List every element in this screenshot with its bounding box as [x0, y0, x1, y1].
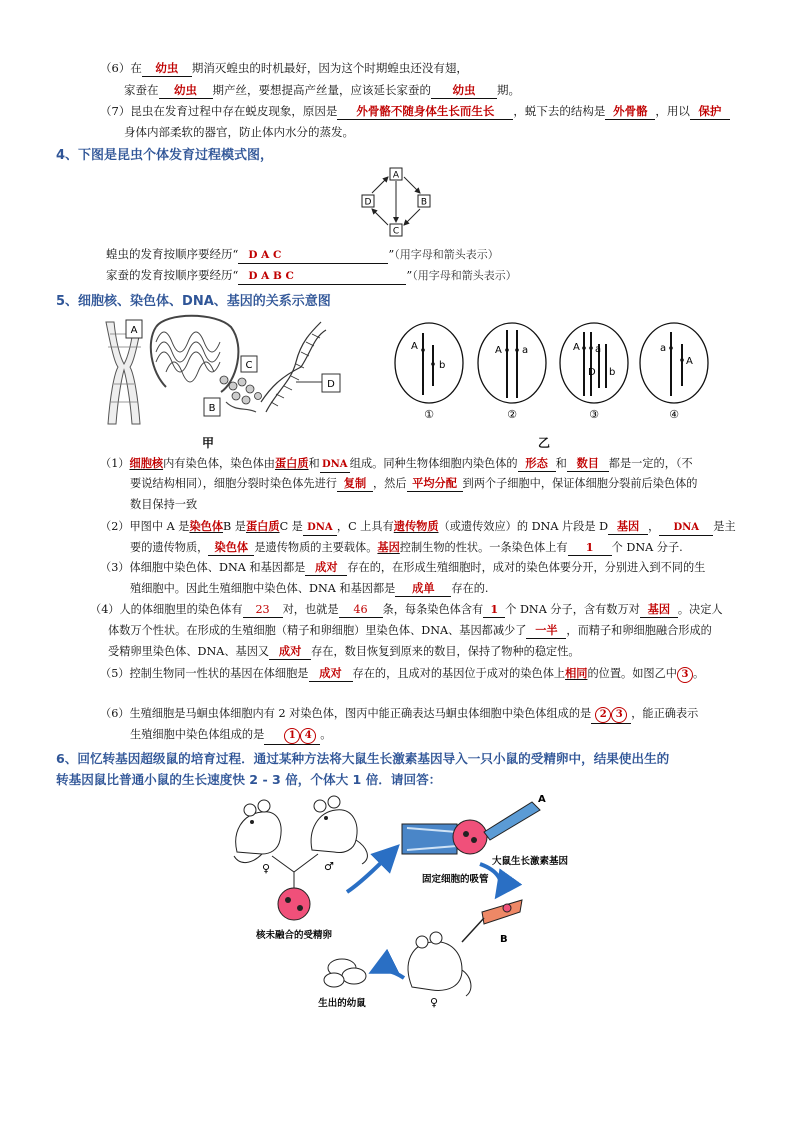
answer-blank[interactable]: 复制	[337, 476, 373, 492]
label-c: C	[245, 360, 253, 371]
arrow-b-c	[404, 209, 420, 225]
svg-text:D: D	[588, 367, 596, 378]
label-d: D	[327, 379, 335, 390]
cell-2-number: ②	[507, 408, 517, 421]
q3-line7b: 身体内部柔软的器官，防止体内水分的蒸发。	[124, 125, 354, 139]
cell-chromosome-figure	[392, 320, 692, 420]
q5-p4-line1: （4）人的体细胞里的染色体有 23 对，也就是 46 条，每条染色体含有 1 个 DNA 分子，含有数万对 基因 。决定人	[90, 602, 723, 616]
answer-blank[interactable]: 外骨骼	[605, 104, 655, 120]
svg-text:a: a	[660, 343, 667, 354]
cross-lines	[272, 854, 318, 890]
answer-blank[interactable]: 成对	[305, 560, 347, 576]
answer[interactable]: 蛋白质	[274, 456, 309, 470]
cell-4-number: ④	[669, 408, 679, 421]
node-c-label: C	[392, 226, 400, 237]
figure-yi-caption: 乙	[538, 436, 551, 450]
answer-blank[interactable]: 幼虫	[142, 61, 192, 77]
label-a: A	[538, 794, 546, 805]
female-symbol-2: ♀	[430, 996, 439, 1009]
holding-pipette	[402, 824, 457, 854]
dna-strand	[226, 402, 256, 412]
gene-label: 大鼠生长激素基因	[492, 856, 569, 867]
arrow-to-pups	[372, 970, 404, 978]
svg-text:A: A	[686, 356, 693, 367]
answer-blank[interactable]: 2 3	[591, 706, 631, 724]
answer[interactable]: 细胞核	[129, 456, 164, 470]
female-symbol: ♀	[262, 862, 271, 875]
svg-text:A: A	[495, 345, 502, 356]
label-a: A	[130, 325, 138, 336]
surrogate-mouse	[408, 932, 471, 996]
answer-blank[interactable]: 46	[339, 602, 383, 618]
fertilized-egg	[278, 888, 310, 920]
answer-blank[interactable]: 形态	[518, 456, 556, 472]
answer-blank[interactable]: 数目	[567, 456, 609, 472]
answer-blank[interactable]: 染色体	[208, 540, 254, 556]
answer-blank[interactable]: 外骨骼不随身体生长而生长	[337, 104, 513, 120]
q3-line6a: （6）在 幼虫 期消灭蝗虫的时机最好，因为这个时期蝗虫还没有翅，	[100, 61, 468, 75]
svg-text:b: b	[609, 367, 616, 378]
parent-mouse-right	[311, 796, 367, 864]
q5-p3-line1: （3）体细胞中染色体、DNA 和基因都是 成对 存在的，在形成生殖细胞时，成对的染色体要分开，分别进入到不同的生	[100, 560, 706, 574]
arrow-c-d	[372, 209, 388, 225]
q3-line7a: （7）昆虫在发育过程中存在蜕皮现象，原因是 外骨骼不随身体生长而生长 ，蜕下去的结构是 外骨骼 ，用以 保护	[100, 103, 730, 120]
arrow-a-b	[404, 177, 420, 193]
answer-blank[interactable]: D A B C	[238, 269, 406, 285]
needle-tip	[462, 918, 484, 942]
injection-needle	[484, 802, 540, 840]
answer-blank[interactable]: 保护	[690, 104, 730, 120]
cell-1	[395, 323, 463, 421]
q5-p3-line2: 殖细胞中。因此生殖细胞中染色体、DNA 和基因都是 成单 存在的.	[130, 581, 489, 595]
answer[interactable]: 相同	[565, 666, 588, 680]
q5-p5-line1: （5）控制生物同一性状的基因在体细胞是 成对 存在的，且成对的基因位于成对的染色体上相同的位置。如图乙中 3 。	[100, 665, 704, 683]
cell-3	[560, 323, 628, 421]
cell-3-number: ③	[589, 408, 599, 421]
cell-2	[478, 323, 546, 421]
answer-blank[interactable]: DNA	[659, 520, 713, 536]
answer-blank[interactable]: 平均分配	[407, 476, 463, 492]
q5-heading: 5、细胞核、染色体、DNA、基因的关系示意图	[56, 294, 331, 309]
answer-blank[interactable]: DNA	[303, 520, 337, 536]
answer-blank[interactable]: D A C	[238, 248, 388, 264]
arrow-to-injection	[347, 847, 397, 892]
chromosome-dna-figure	[96, 312, 366, 432]
q5-p6-line1: （6）生殖细胞是马蛔虫体细胞内有 2 对染色体，图丙中能正确表达马蛔虫体细胞中染色体组成的是 2 3 ，能正确表示	[100, 706, 698, 724]
egg-label: 核未融合的受精卵	[255, 930, 333, 941]
figure-jia-caption: 甲	[202, 436, 215, 450]
answer-blank[interactable]: 一半	[526, 623, 566, 639]
answer[interactable]: 基因	[377, 540, 400, 554]
q5-p6-line2: 生殖细胞中染色体组成的是 1 4 。	[130, 727, 331, 745]
answer-blank[interactable]: 1	[483, 602, 505, 618]
answer-blank[interactable]: 23	[243, 602, 283, 618]
q5-p4-line3: 受精卵里染色体、DNA、基因又 成对 存在，数目恢复到原来的数目，保持了物种的稳定性。	[108, 644, 580, 658]
q4-locust-line: 蝗虫的发育按顺序要经历“ D A C ”（用字母和箭头表示）	[106, 246, 499, 264]
answer[interactable]: 遗传物质	[393, 519, 439, 533]
transfer-tube	[482, 900, 522, 924]
node-d-label: D	[364, 197, 372, 208]
nucleosome-beads	[220, 376, 262, 404]
cell-4	[640, 323, 708, 421]
node-b-label: B	[420, 197, 428, 208]
q5-p1-line2: 要说结构相同），细胞分裂时染色体先进行 复制 ，然后 平均分配 到两个子细胞中，保证体细胞分裂前后染色体的	[130, 476, 698, 490]
answer-blank[interactable]: 幼虫	[159, 83, 213, 99]
q4-heading: 4、下图是昆虫个体发育过程模式图，	[56, 148, 274, 163]
answer-blank[interactable]: 基因	[608, 519, 648, 535]
answer-blank[interactable]: 1 4	[264, 727, 320, 745]
answer-blank[interactable]: 基因	[640, 602, 678, 618]
label-b: B	[500, 934, 508, 945]
answer[interactable]: 染色体	[189, 519, 224, 533]
svg-text:a: a	[595, 344, 602, 355]
answer-blank[interactable]: 幼虫	[431, 83, 497, 99]
q4-silkworm-line: 家蚕的发育按顺序要经历“ D A B C ”（用字母和箭头表示）	[106, 267, 517, 285]
answer-blank[interactable]: 成对	[309, 666, 353, 682]
answer[interactable]: 蛋白质	[245, 519, 280, 533]
transgenic-mouse-figure	[222, 792, 572, 1014]
circled-answer[interactable]: 3	[677, 667, 693, 683]
double-helix	[261, 322, 326, 412]
cell-1-number: ①	[424, 408, 434, 421]
q6-heading-line1: 6、回忆转基因超级鼠的培育过程．通过某种方法将大鼠生长激素基因导入一只小鼠的受精卵中，结果使出生的	[56, 751, 670, 766]
answer-blank[interactable]: 成单	[395, 581, 451, 597]
q3-line6b: 家蚕在 幼虫 期产丝，要想提高产丝量，应该延长家蚕的 幼虫 期。	[124, 83, 520, 97]
q5-p1-line3: 数目保持一致	[130, 498, 198, 511]
pups-label: 生出的幼鼠	[318, 998, 366, 1009]
newborn-pups	[324, 959, 366, 987]
svg-text:a: a	[522, 345, 529, 356]
q5-p2-line1: （2）甲图中 A 是染色体B 是蛋白质C 是 DNA ，C 上具有遗传物质（或遗传效应）的 DNA 片段是 D 基因 ， DNA 是主	[100, 518, 736, 536]
insect-cycle-diagram	[350, 162, 440, 242]
parent-mouse-left	[234, 800, 281, 863]
label-b: B	[208, 403, 216, 414]
svg-text:b: b	[439, 360, 446, 371]
arrow-d-a	[372, 177, 388, 193]
egg-injection	[453, 820, 487, 854]
q5-p1-line1: （1）细胞核内有染色体，染色体由蛋白质和 DNA 组成。同种生物体细胞内染色体的 形态 和 数目 都是一定的，（不	[100, 455, 693, 473]
q5-p2-line2: 要的遗传物质， 染色体 是遗传物质的主要载体。基因控制生物的性状。一条染色体上有 1 个 DNA 分子.	[130, 540, 683, 554]
q5-p4-line2: 体数万个性状。在形成的生殖细胞（精子和卵细胞）里染色体、DNA、基因都减少了 一半 ，而精子和卵细胞融合形成的	[108, 623, 712, 637]
male-symbol: ♂	[324, 860, 334, 873]
q6-heading-line2: 转基因鼠比普通小鼠的生长速度快 2 - 3 倍，个体大 1 倍．请回答：	[56, 772, 442, 787]
svg-text:A: A	[411, 341, 418, 352]
answer-blank[interactable]: DNA	[320, 457, 350, 473]
pipette-label: 固定细胞的吸管	[422, 874, 489, 885]
node-a-label: A	[392, 170, 400, 181]
answer-blank[interactable]: 1	[568, 540, 612, 556]
svg-text:A: A	[573, 342, 580, 353]
answer-blank[interactable]: 成对	[269, 644, 311, 660]
